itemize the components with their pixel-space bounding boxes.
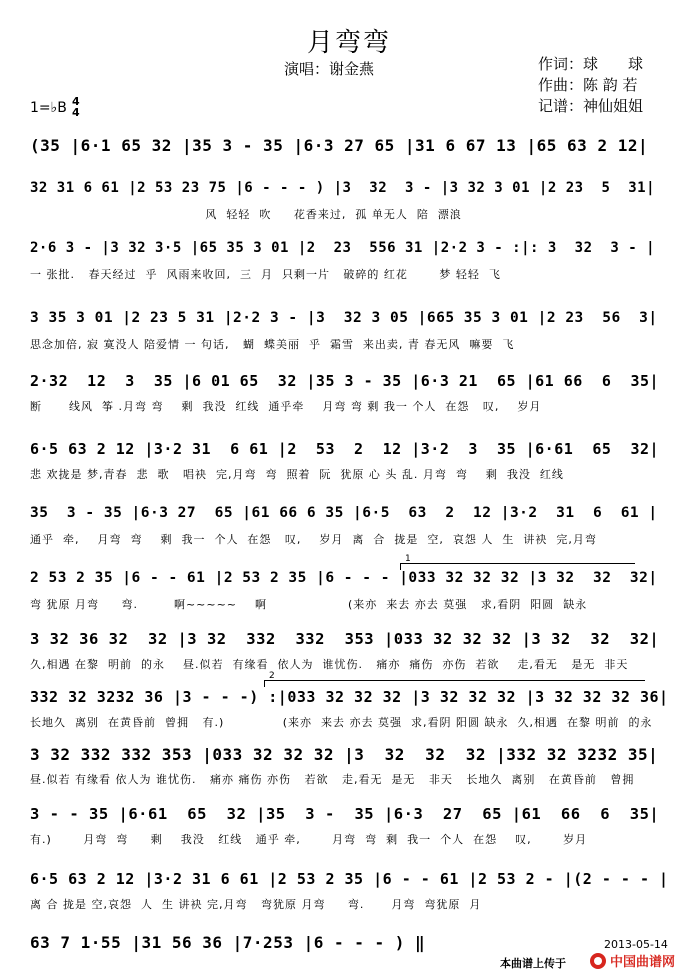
singer-credit: 演唱：谢金燕 [284,60,375,78]
page-title: 月弯弯 [306,28,391,58]
time-signature-top: 4 [72,95,80,108]
notation-line: 6·5 63 2 12 |3·2 31 6 61 |2 53 2 35 |6 - - 61 |2 53 2 - |(2 - - - | [30,870,669,888]
volta-first: 1 [400,563,635,570]
notation-line: 2·32 12 3 35 |6 01 65 32 |35 3 - 35 |6·3 21 65 |61 66 6 35| [30,372,660,390]
lyrics-line: 弯 犹原 月弯 弯. 啊~~~~~ 啊 (来亦 来去 亦去 莫强 求,看阴 阳圆 缺永 [30,598,588,611]
lyrics-line: 思念加倍, 寂 寞没人 陪爱情 一 句话, 蝴 蝶美丽 乎 霜雪 来出卖, 青 春无风 嘛要 飞 [30,338,515,351]
footer-upload-text: 本曲谱上传于 [500,957,566,970]
lyrics-line: 断 线风 筝 .月弯 弯 剩 我没 红线 通乎牵 月弯 弯 剩 我一 个人 在怨 叹, 岁月 [30,400,542,413]
lyrics-line: 有.) 月弯 弯 剩 我没 红线 通乎 牵, 月弯 弯 剩 我一 个人 在怨 叹, 岁月 [30,833,588,846]
volta-second: 2 [264,680,645,687]
site-logo [588,950,692,972]
key-signature: 1=♭B [30,100,67,116]
lyrics-line: 久,相遇 在黎 明前 的永 昼.似若 有缘看 依人为 谁忧伤. 痛亦 痛伤 亦伤 若欲 走,看无 是无 非天 [30,658,629,671]
notation-line: 35 3 - 35 |6·3 27 65 |61 66 6 35 |6·5 63 2 12 |3·2 31 6 61 | [30,505,658,521]
lyrics-line: 通乎 牵, 月弯 弯 剩 我一 个人 在怨 叹, 岁月 离 合 拢是 空, 哀怨 人 生 讲袂 完,月弯 [30,533,597,546]
lyricist-credit: 作词：球 球 [538,55,644,73]
lyrics-line: 风 轻轻 吹 花香来过, 孤 单无人 陪 漂浪 [30,208,462,221]
lyrics-line: 离 合 拢是 空,哀怨 人 生 讲袂 完,月弯 弯犹原 月弯 弯. 月弯 弯犹原 月 [30,898,482,911]
notation-line: (35 |6·1 65 32 |35 3 - 35 |6·3 27 65 |31 6 67 13 |65 63 2 12| [30,136,649,155]
footer-date: 2013-05-14 [604,938,668,951]
lyrics-line: 长地久 离别 在黄昏前 曾拥 有.) (来亦 来去 亦去 莫强 求,看阴 阳圆 缺永 久,相遇 在黎 明前 的永 [30,716,653,729]
notation-line: 332 32 3232 36 |3 - - -) :|033 32 32 32 |3 32 32 32 |3 32 32 32 36| [30,688,669,706]
site-logo-text: 中国曲谱网 [610,955,676,970]
notation-line: 3 32 332 332 353 |033 32 32 32 |3 32 32 32 |332 32 3232 35| [30,745,659,764]
notation-line: 6·5 63 2 12 |3·2 31 6 61 |2 53 2 12 |3·2 3 35 |6·61 65 32| [30,440,660,458]
lyrics-line: 悲 欢拢是 梦,青春 悲 歌 唱袂 完,月弯 弯 照着 阮 犹原 心 头 乱. 月弯 弯 剩 我没 红线 [30,468,564,481]
notation-line: 3 - - 35 |6·61 65 32 |35 3 - 35 |6·3 27 65 |61 66 6 35| [30,805,660,823]
notation-line: 32 31 6 61 |2 53 23 75 |6 - - - ) |3 32 3 - |3 32 3 01 |2 23 5 31| [30,180,656,196]
time-signature-bottom: 4 [72,106,80,119]
time-signature [72,96,80,118]
lyrics-line: 昼.似若 有缘看 依人为 谁忧伤. 痛亦 痛伤 亦伤 若欲 走,看无 是无 非天 长地久 离别 在黄昏前 曾拥 [30,773,635,786]
notation-line: 3 35 3 01 |2 23 5 31 |2·2 3 - |3 32 3 05 |665 35 3 01 |2 23 56 3| [30,310,658,326]
composer-credit: 作曲：陈 韵 若 [538,76,638,94]
notation-line: 63 7 1·55 |31 56 36 |7·253 |6 - - - ) ‖ [30,933,426,952]
transcriber-credit: 记谱：神仙姐姐 [538,97,644,115]
notation-line: 3 32 36 32 32 |3 32 332 332 353 |033 32 32 32 |3 32 32 32| [30,630,660,648]
lyrics-line: 一 张批. 春天经过 乎 风雨来收回, 三 月 只剩一片 破碎的 红花 梦 轻轻 飞 [30,268,501,281]
notation-line: 2 53 2 35 |6 - - 61 |2 53 2 35 |6 - - - |033 32 32 32 |3 32 32 32| [30,570,658,586]
credits-block [538,54,643,117]
notation-line: 2·6 3 - |3 32 3·5 |65 35 3 01 |2 23 556 31 |2·2 3 - :|: 3 32 3 - | [30,240,656,256]
